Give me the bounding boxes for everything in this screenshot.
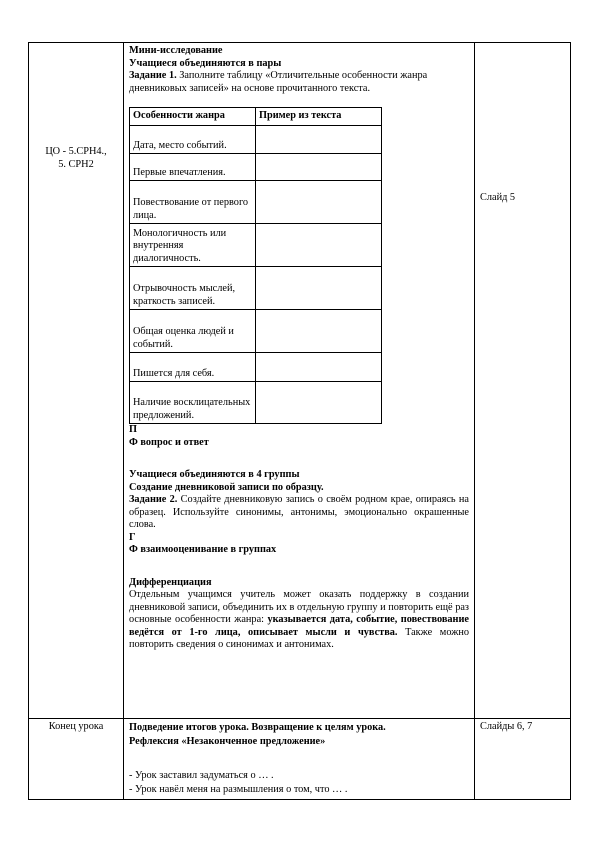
example-cell[interactable] (256, 382, 382, 424)
differentiation-paragraph (129, 589, 469, 652)
differentiation-title: Дифференциация (129, 576, 212, 588)
resources-cell (475, 43, 571, 719)
summary-cell (124, 719, 475, 800)
reflection-line-2: - Урок навёл меня на размышления о том, что … . (129, 784, 348, 795)
diary-creation-heading: Создание дневниковой записи по образцу. (129, 481, 324, 493)
lesson-table (28, 42, 571, 800)
example-cell[interactable] (256, 353, 382, 382)
example-cell[interactable] (256, 310, 382, 353)
diff-text-1: Отдельным учащимся учитель может оказать поддержку в создании дневниковой записи, объединить их в отдельную группу и повторить ещё раз основные особенности жанра: (129, 589, 469, 625)
activity-title: Мини-исследование (129, 45, 223, 56)
feature-cell: Пишется для себя. (130, 353, 256, 382)
assessment-criteria-cell (29, 43, 124, 719)
table-row (29, 719, 571, 800)
genre-features-table (129, 107, 382, 424)
stage-cell (29, 719, 124, 800)
criteria-line-2: 5. СРН2 (58, 158, 94, 170)
assessment-letter-g: Г (129, 531, 136, 543)
task2-paragraph (129, 494, 469, 532)
header-genre-features: Особенности жанра (130, 108, 256, 126)
feature-cell: Дата, место событий. (130, 126, 256, 154)
task2-text: Создайте дневниковую запись о своём родном крае, опираясь на образец. Используйте синонимы, антонимы, эмоционально окрашенные слова. (129, 494, 469, 530)
example-cell[interactable] (256, 126, 382, 154)
criteria-line-1: ЦО - 5.СРН4., (45, 146, 107, 157)
reflection-heading: Рефлексия «Незаконченное предложение» (129, 736, 326, 747)
feature-cell: Отрывочность мыслей, краткость записей. (130, 267, 256, 310)
reflection-line-1: - Урок заставил задуматься о … . (129, 770, 274, 781)
slides-label: Слайды 6, 7 (480, 721, 533, 732)
slide-label: Слайд 5 (480, 192, 516, 203)
feature-cell: Монологичность или внутренняя диалогичность. (130, 224, 256, 267)
example-cell[interactable] (256, 181, 382, 224)
slides-cell (475, 719, 571, 800)
task1-label: Задание 1. (129, 70, 177, 81)
task1-paragraph (129, 70, 469, 95)
feature-cell: Первые впечатления. (130, 154, 256, 181)
table-row (29, 43, 571, 719)
feature-cell: Наличие восклицательных предложений. (130, 382, 256, 424)
feature-cell: Повествование от первого лица. (130, 181, 256, 224)
stage-label: Конец урока (48, 721, 104, 732)
example-cell[interactable] (256, 224, 382, 267)
example-cell[interactable] (256, 267, 382, 310)
task2-label: Задание 2. (129, 494, 178, 505)
summary-heading: Подведение итогов урока. Возвращение к целям урока. (129, 722, 386, 733)
groups-heading: Учащиеся объединяются в 4 группы (129, 469, 300, 480)
diff-text-2: Также можно повторить сведения о синонимах и антонимах. (129, 626, 469, 650)
diff-bold: указывается дата, событие, повествование ведётся от 1-го лица, описывает мысли и чувства. (129, 614, 469, 638)
assessment-letter-p: П (129, 424, 138, 435)
example-cell[interactable] (256, 154, 382, 181)
header-text-example: Пример из текста (256, 108, 382, 126)
activity-cell (124, 43, 475, 719)
pairs-heading: Учащиеся объединяются в пары (129, 57, 282, 69)
formative-peer: Ф взаимооценивание в группах (129, 544, 277, 555)
feature-cell: Общая оценка людей и событий. (130, 310, 256, 353)
task1-text: Заполните таблицу «Отличительные особенности жанра дневниковых записей» на основе прочитанного текста. (129, 70, 428, 94)
formative-qa: Ф вопрос и ответ (129, 436, 209, 448)
